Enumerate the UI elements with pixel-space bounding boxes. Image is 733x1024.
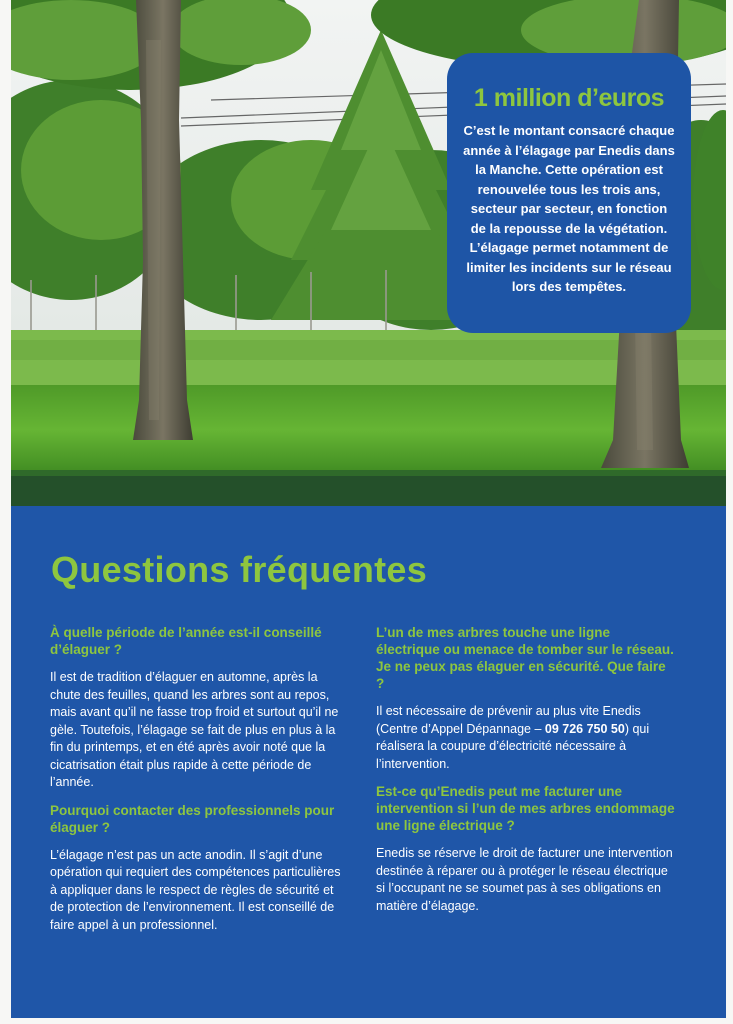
stat-callout-box (447, 53, 691, 333)
phone-number: 09 726 750 50 (544, 721, 625, 736)
tree-photo (11, 0, 726, 506)
faq-column-left (50, 624, 350, 944)
faq-answer: L’élagage n’est pas un acte anodin. Il s’agit d’une opération qui requiert des compétences particulières à appliquer dans le respect de règles de sécurité et de protection de l’environnement. Il est conseillé de faire appel à un professionnel. (50, 847, 341, 932)
faq-title: Questions fréquentes (51, 549, 428, 590)
stat-title: 1 million d’euros (473, 84, 665, 112)
faq-question: À quelle période de l’année est-il conseillé d’élaguer ? (50, 625, 322, 657)
answer-text: Il est nécessaire de prévenir au plus vite Enedis (Centre d’Appel Dépannage – (376, 704, 641, 736)
faq-question: Pourquoi contacter des professionnels pour élaguer ? (50, 802, 335, 835)
brochure-page (11, 0, 726, 1018)
faq-answer (376, 703, 676, 773)
answer-text: ) qui réalisera la coupure d’électricité nécessaire à l’intervention. (376, 721, 650, 771)
stat-text: C’est le montant consacré chaque année à l’élagage par Enedis dans la Manche. Cette opération est renouvelée tous les trois ans, secteur par secteur, en fonction de la repousse de la végétation. L’élagage permet notamment de limiter les incidents sur le réseau lors des tempêtes. (463, 123, 675, 294)
faq-answer: Il est de tradition d’élaguer en automne, après la chute des feuilles, quand les arbres sont au repos, mais avant qu’il ne fasse trop froid et surtout qu’il ne gèle. Toutefois, l’élagage se fait de plus en plus à la fin du printemps, et en été après avoir noté que la cicatrisation était plus rapide à cette période de l’année. (50, 670, 339, 789)
faq-question: L’un de mes arbres touche une ligne électrique ou menace de tomber sur le réseau. Je ne peux pas élaguer en sécurité. Que faire ? (376, 625, 674, 691)
faq-question: Est-ce qu’Enedis peut me facturer une intervention si l’un de mes arbres endommage une ligne électrique ? (376, 784, 675, 833)
faq-answer: Enedis se réserve le droit de facturer une intervention destinée à réparer ou à protéger le réseau électrique si l’occupant ne se soumet pas à ses obligations en matière d’élagage. (376, 846, 673, 913)
faq-panel (11, 506, 726, 1018)
faq-column-right (376, 624, 676, 925)
